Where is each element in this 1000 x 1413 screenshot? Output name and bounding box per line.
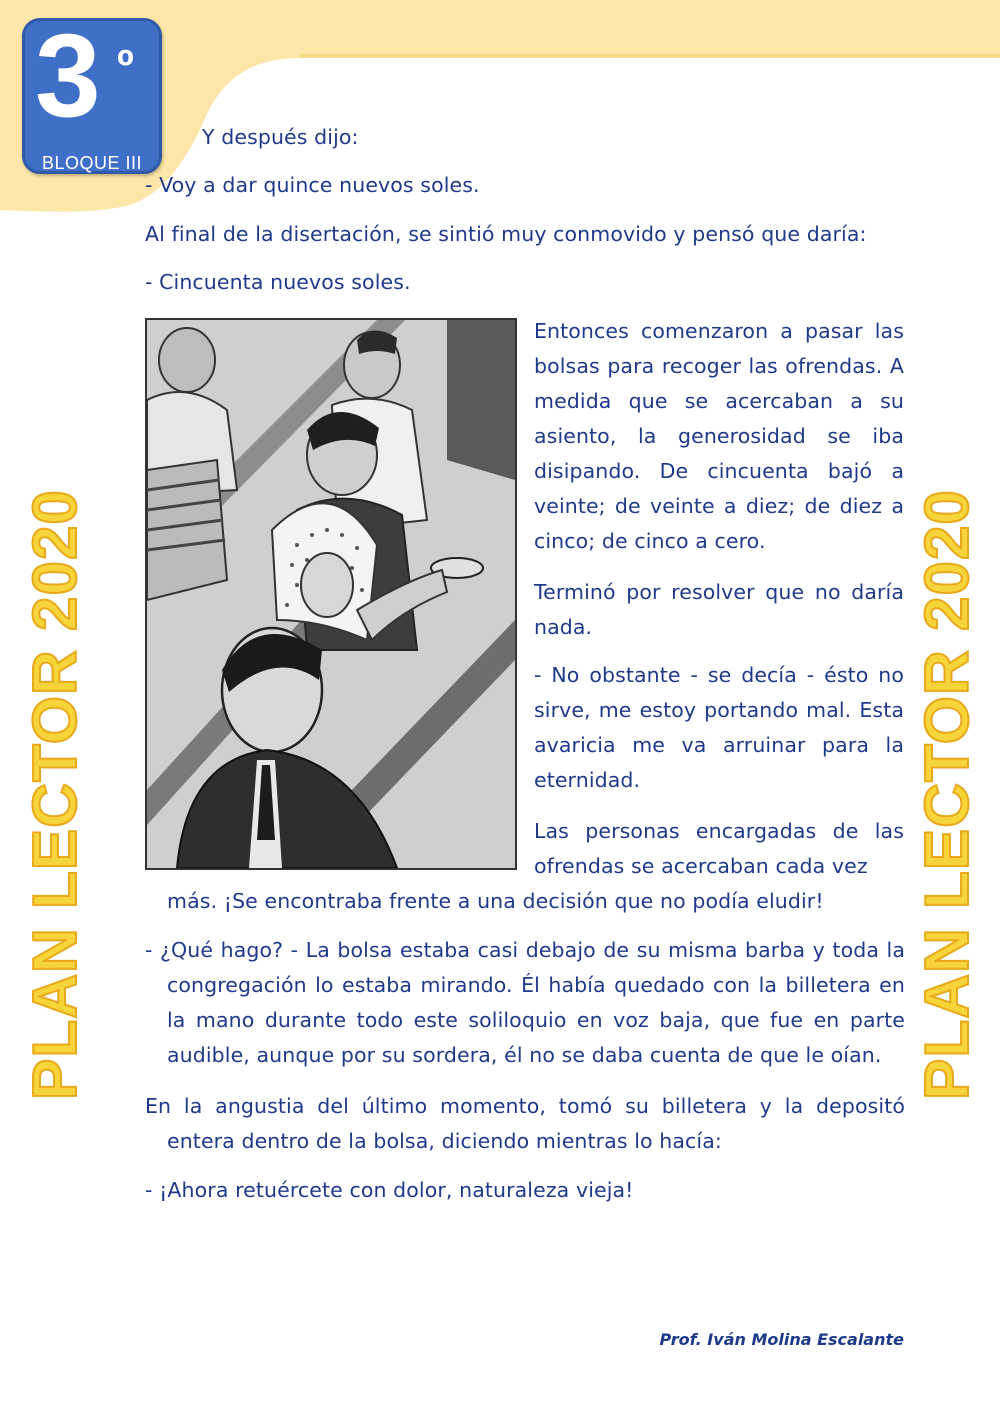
author-credit: Prof. Iván Molina Escalante (659, 1330, 904, 1349)
paragraph-5: Entonces comenzaron a pasar las bolsas para recoger las ofrendas. A medida que se acercaban a su asiento, la generosidad se iba disipando. De cincuenta bajó a veinte; de veinte a diez; de diez a cinco; de cinco a cero. (534, 319, 904, 553)
paragraph-11: - ¡Ahora retuércete con dolor, naturaleza vieja! (145, 1178, 634, 1202)
paragraph-3: Al final de la disertación, se sintió muy conmovido y pensó que daría: (145, 222, 867, 246)
grade-ordinal: º (117, 40, 134, 92)
paragraph-1: Y después dijo: (202, 125, 359, 149)
block-label: BLOQUE III (41, 153, 143, 173)
story-illustration (145, 318, 517, 870)
side-title-right: PLAN LECTOR 2020 (913, 489, 982, 1100)
paragraph-8a: Las personas encargadas de las ofrendas se acercaban cada vez (534, 819, 904, 878)
side-title-left: PLAN LECTOR 2020 (21, 489, 90, 1100)
grade-badge (22, 10, 162, 174)
paragraph-7: - No obstante - se decía - ésto no sirve, me estoy portando mal. Esta avaricia me va arruinar para la eternidad. (534, 663, 904, 792)
paragraph-6: Terminó por resolver que no daría nada. (534, 580, 904, 639)
paragraph-8b: más. ¡Se encontraba frente a una decisión que no podía eludir! (167, 889, 824, 913)
paragraph-2: - Voy a dar quince nuevos soles. (145, 173, 480, 197)
paragraph-10: En la angustia del último momento, tomó su billetera y la depositó entera dentro de la bolsa, diciendo mientras lo hacía: (145, 1094, 905, 1153)
paragraph-4: - Cincuenta nuevos soles. (145, 270, 411, 294)
paragraph-9: - ¿Qué hago? - La bolsa estaba casi debajo de su misma barba y toda la congregación lo estaba mirando. Él había quedado con la billetera en la mano durante todo este soliloquio en voz baja, que fue en parte audible, aunque por su sordera, él no se daba cuenta de que le oían. (145, 938, 905, 1067)
grade-number: 3 (35, 10, 101, 142)
